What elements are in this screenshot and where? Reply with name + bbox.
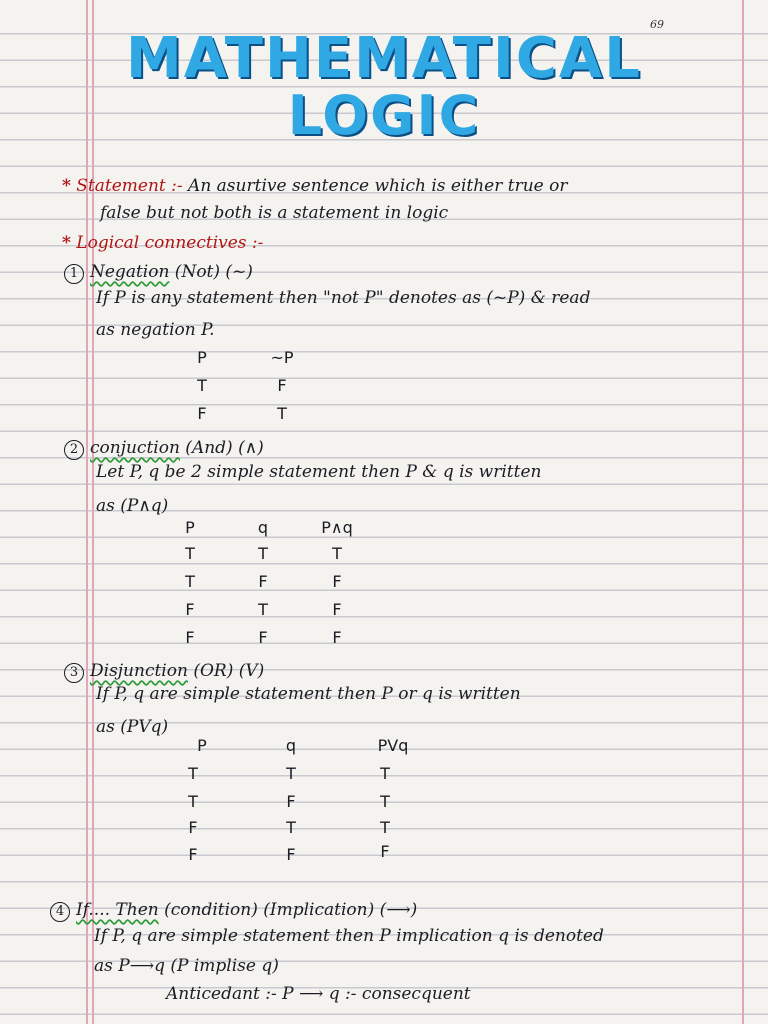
negation-desc-1: If P is any statement then "not P" denotes as (~P) & read xyxy=(96,288,591,308)
table-cell: F xyxy=(286,845,296,864)
table-cell: F xyxy=(185,600,195,619)
negation-title-tail: (Not) (~) xyxy=(169,262,253,282)
table-header: P xyxy=(197,736,207,755)
table-cell: T xyxy=(380,764,390,783)
table-cell: T xyxy=(380,818,390,837)
table-cell: T xyxy=(332,544,342,563)
disjunction-title: Disjunction xyxy=(90,661,188,681)
disjunction-heading xyxy=(64,661,264,683)
section-number-4: 4 xyxy=(50,902,70,922)
table-header: P∧q xyxy=(321,518,353,537)
table-header: PVq xyxy=(377,736,409,755)
table-header: ~P xyxy=(270,348,294,367)
connectives-heading xyxy=(62,233,263,253)
conjunction-desc-1: Let P, q be 2 simple statement then P & q is written xyxy=(96,462,542,482)
disjunction-desc-2: as (PVq) xyxy=(96,717,169,737)
statement-label: Statement :- xyxy=(76,176,183,196)
table-header: q xyxy=(257,518,269,537)
margin-line-right xyxy=(742,0,744,1024)
table-header: P xyxy=(185,518,195,537)
table-cell: F xyxy=(332,600,342,619)
page-title-line-2: LOGIC xyxy=(287,84,481,147)
table-cell: F xyxy=(188,818,198,837)
table-cell: F xyxy=(286,792,296,811)
implication-desc-2: as P⟶q (P implise q) xyxy=(94,956,279,976)
conjunction-heading xyxy=(64,438,264,460)
implication-heading xyxy=(50,900,417,922)
table-cell: T xyxy=(277,404,287,423)
section-number-1: 1 xyxy=(64,264,84,284)
section-number-3: 3 xyxy=(64,663,84,683)
table-header: P xyxy=(197,348,207,367)
negation-heading xyxy=(64,262,253,284)
table-header: q xyxy=(285,736,297,755)
table-cell: T xyxy=(188,792,198,811)
margin-line-left-1 xyxy=(86,0,88,1024)
negation-title: Negation xyxy=(90,262,170,282)
margin-line-left-2 xyxy=(92,0,94,1024)
table-cell: T xyxy=(258,600,268,619)
statement-definition xyxy=(62,176,567,196)
table-cell: F xyxy=(380,842,390,861)
disjunction-title-tail: (OR) (V) xyxy=(187,661,265,681)
page-number: 69 xyxy=(650,18,664,31)
implication-desc-3: Anticedant :- P ⟶ q :- consecquent xyxy=(166,984,471,1004)
table-cell: T xyxy=(188,764,198,783)
table-cell: T xyxy=(380,792,390,811)
implication-desc-1: If P, q are simple statement then P implication q is denoted xyxy=(94,926,604,946)
table-cell: T xyxy=(197,376,207,395)
table-cell: F xyxy=(197,404,207,423)
table-cell: T xyxy=(258,544,268,563)
table-cell: F xyxy=(185,628,195,647)
section-number-2: 2 xyxy=(64,440,84,460)
connectives-label: Logical connectives :- xyxy=(76,233,264,253)
table-cell: F xyxy=(332,628,342,647)
table-cell: T xyxy=(185,572,195,591)
table-cell: F xyxy=(188,845,198,864)
bullet-star: * xyxy=(62,233,71,253)
table-cell: F xyxy=(277,376,287,395)
table-cell: F xyxy=(258,572,268,591)
negation-desc-2: as negation P. xyxy=(96,320,215,340)
page-title-line-1: MATHEMATICAL xyxy=(126,26,642,91)
table-cell: T xyxy=(286,818,296,837)
table-cell: F xyxy=(332,572,342,591)
conjunction-desc-2: as (P∧q) xyxy=(96,496,169,516)
table-cell: T xyxy=(185,544,195,563)
table-cell: F xyxy=(258,628,268,647)
disjunction-desc-1: If P, q are simple statement then P or q is written xyxy=(96,684,521,704)
conjunction-title-tail: (And) (∧) xyxy=(179,438,264,458)
bullet-star: * xyxy=(62,176,71,196)
implication-title: If.... Then xyxy=(76,900,159,920)
table-cell: T xyxy=(286,764,296,783)
statement-text-2: false but not both is a statement in logic xyxy=(100,203,449,223)
statement-text-1: An asurtive sentence which is either true or xyxy=(188,176,568,196)
conjunction-title: conjuction xyxy=(90,438,180,458)
implication-title-tail: (condition) (Implication) (⟶) xyxy=(158,900,418,920)
